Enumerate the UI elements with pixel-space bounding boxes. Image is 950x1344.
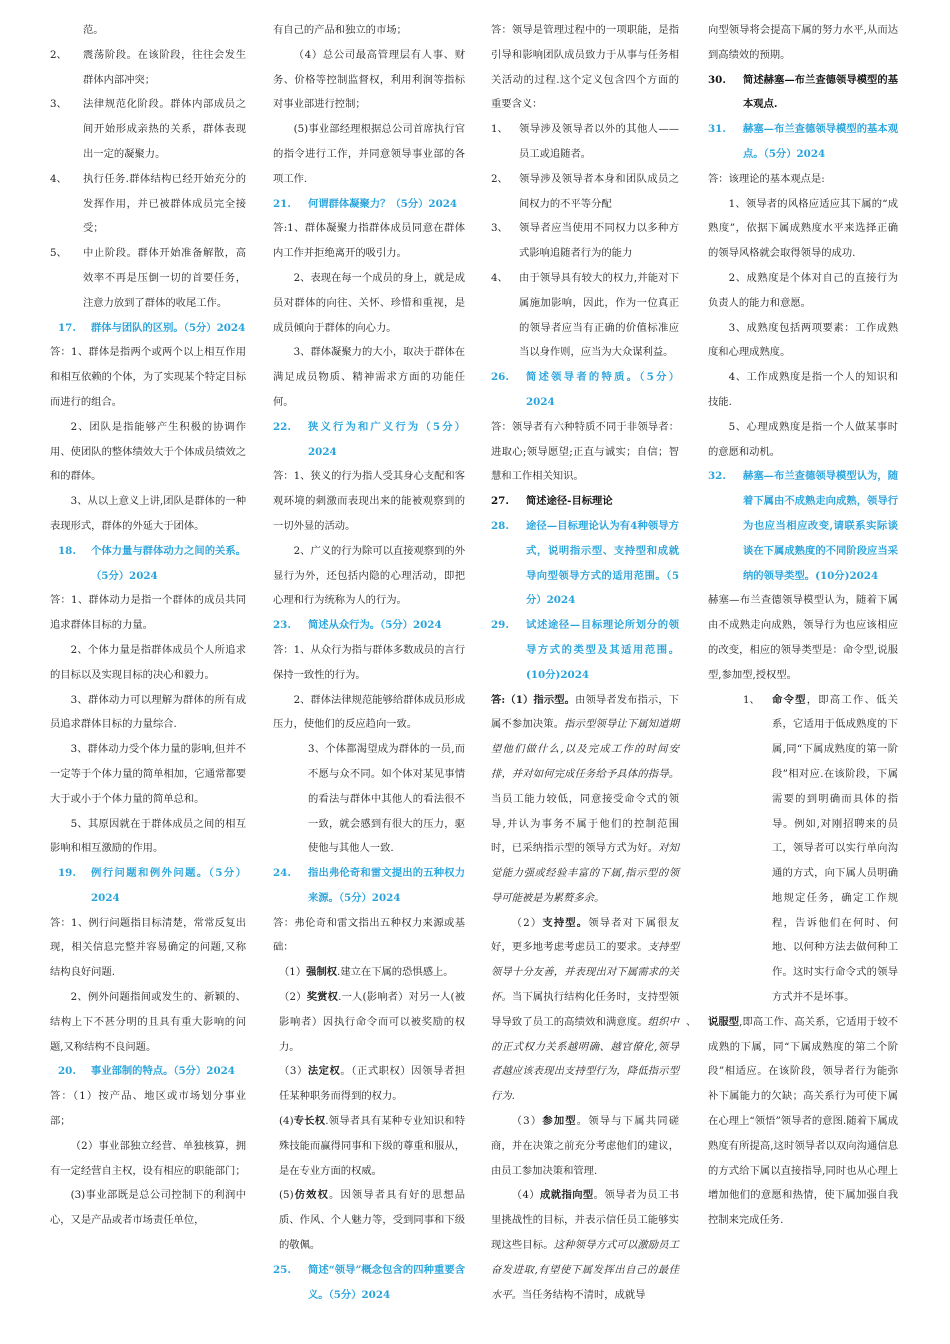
list-item: [686, 1010, 898, 1233]
answer-paragraph: 答：1、群体是指两个或两个以上相互作用和相互依赖的个体，为了实现某个特定目标而进行的组合。: [50, 346, 246, 408]
item-text: 。领导者为员工书里挑战性的目标，并表示信任员工能够实现这些目标。: [491, 1189, 680, 1252]
question-number: 26.: [491, 371, 509, 384]
question-text: 赫塞—布兰查德领导模型认为，随着下属由不成熟走向成熟，领导行为也应当相应改变,请联系实际谈谈在下属成熟度的不同阶段应当采纳的领导类型。(10分)2024: [743, 470, 898, 582]
answer-paragraph: (5)事业部经理根据总公司首席执行官的指令进行工作，并同意领导事业部的各项工作.: [273, 123, 465, 185]
question-heading: [708, 464, 898, 588]
item-marker: （3）: [511, 1115, 543, 1128]
question-text: 狭义行为和广义行为（5分）2024: [308, 420, 465, 458]
question-heading: [491, 613, 679, 687]
item-text: 领导者对下属很友好，更多地考虑考虑员工的要求。: [491, 916, 680, 954]
answer-paragraph: 答：1、从众行为指与群体多数成员的言行保持一致性的行为。: [273, 643, 465, 681]
item-marker: （2）: [511, 916, 543, 929]
item-marker: (5): [279, 1189, 294, 1202]
question-text: 指出弗伦奇和雷文提出的五种权力来源。（5分）2024: [308, 867, 465, 904]
list-text: [772, 688, 898, 1010]
item-text: 当员工能力较低，同意接受命令式的领导,并认为事务不属于他们的控制范围时，已采纳指示型的领导方式为好。: [491, 792, 679, 855]
column-2: [273, 18, 465, 1307]
question-text: 事业部制的特点。（5分）2024: [91, 1065, 235, 1078]
leadership-style-directive: [491, 688, 679, 911]
power-item-referent: [273, 1183, 465, 1257]
item-text: 。领导与下属共同磋商，并在决策之前充分考虑他们的建议，由员工参加决策和管理.: [491, 1115, 680, 1177]
question-text: 简述从众行为。（5分）2024: [308, 619, 442, 632]
question-heading: [273, 613, 465, 638]
answer-paragraph: 3、成熟度包括两项要素：工作成熟度和心理成熟度。: [708, 321, 898, 359]
answer-paragraph: 3、个体都渴望成为群体的一员,而不愿与众不同。如个体对某见事情的看法与群体中其他人的看法很不一致，就会感到有很大的压力，驱使他与其他人一致.: [308, 743, 465, 855]
item-term: 强制权: [306, 966, 338, 979]
question-number: 29.: [491, 619, 509, 632]
list-text: 由于领导具有较大的权力,并能对下属施加影响，因此，作为一位真正的领导者应当有正确的价值标准应当以身作则，应当为大众谋利益。: [519, 271, 679, 359]
answer-paragraph: 2、成熟度是个体对自己的直接行为负责人的能力和意愿。: [708, 271, 898, 309]
answer-paragraph: 4、工作成熟度是指一个人的知识和技能.: [708, 371, 898, 408]
list-item: [491, 167, 679, 217]
question-number: 27.: [491, 495, 509, 508]
list-number: 1、: [491, 123, 508, 136]
item-italic-text: 支持型领导十分友善，并表现出对下属需求的关怀。: [491, 941, 679, 1004]
question-text: 何谓群体凝聚力？（5分）2024: [308, 197, 458, 210]
list-number: 5、: [50, 247, 67, 260]
question-text: 个体力量与群体动力之间的关系。（5分）2024: [91, 544, 246, 582]
list-text: 震荡阶段。在该阶段，往往会发生群体内部冲突；: [83, 48, 246, 86]
answer-paragraph: 2、广义的行为除可以直接观察到的外显行为外，还包括内隐的心理活动，即把心理和行为统称为人的行为。: [273, 544, 465, 607]
text-line: 有自己的产品和独立的市场；: [273, 24, 407, 36]
item-term: 成就指向型: [540, 1189, 594, 1202]
answer-paragraph: 2、团队是指能够产生积极的协调作用、使团队的整体绩效大于个体成员绩效之和的群体。: [50, 420, 246, 483]
list-number: 4、: [50, 172, 67, 185]
item-text: ，即高工作、低关系，它适用于低成熟度的下属,同“下属成熟度的第一阶段”相对应.在该阶段，下属需要的到明确而具体的指导。例如,对刚招聘来的员工，领导者可以实行单向沟通的方式，向下属人员明确地规定任务，确定工作规程，告诉他们在何时、何地、以何种方法去做何种工作。这时实行命令式的领导方式并不是坏事。: [772, 693, 899, 1004]
list-number: 、: [686, 1015, 697, 1028]
column-1: [50, 18, 246, 1233]
answer-paragraph: 3、群体凝聚力的大小，取决于群体在满足成员物质、精神需求方面的功能任何。: [273, 346, 465, 408]
question-number: 21.: [273, 197, 291, 210]
question-heading: [491, 365, 679, 415]
list-text: [708, 1010, 898, 1233]
question-text: 简述“领导”概念包含的四种重要含义。（5分）2024: [308, 1263, 465, 1301]
question-number: 24.: [273, 867, 291, 880]
item-term: 说服型: [708, 1015, 740, 1028]
question-number: 31.: [708, 123, 726, 136]
answer-paragraph: 3、从以上意义上讲,团队是群体的一种表现形式，群体的外延大于团体。: [50, 495, 246, 532]
item-text: 。（正式职权）因领导者担任某种职务而得到的权力。: [279, 1065, 465, 1103]
question-heading: [50, 539, 246, 589]
answer-paragraph: 2、例外问题指间或发生的、新颖的、结构上下不甚分明的且具有重大影响的问题,又称结构不良问题。: [50, 991, 246, 1053]
item-text: .一人(影响者）对另一人(被影响者）因执行命令而可以被奖励的权力。: [279, 991, 466, 1053]
answer-paragraph: 3、群体动力可以理解为群体的所有成员追求群体目标的力量综合.: [50, 693, 246, 731]
question-number: 20.: [58, 1065, 76, 1078]
question-heading: [273, 861, 465, 911]
item-term: 参加型: [542, 1115, 577, 1128]
answer-paragraph: 答：1、狭义的行为指人受其身心支配和客观环境的刺激而表现出来的能被观察到的一切外显的活动。: [273, 470, 465, 532]
question-heading: [50, 1059, 246, 1084]
question-text: 例行问题和例外问题。（5分）2024: [91, 867, 246, 904]
item-term: 指示型。: [533, 693, 576, 706]
question-text: 简述途径-目标理论: [526, 495, 613, 508]
question-text: 试述途径—目标理论所划分的领导方式的类型及其适用范围。(10分)2024: [526, 619, 679, 681]
leadership-style-supportive: [491, 911, 679, 1109]
question-text: 群体与团队的区别。（5分）2024: [91, 321, 246, 334]
question-heading: [273, 192, 465, 217]
question-text: 途径—目标理论认为有4种领导方式，说明指示型、支持型和成就导向型领导方式的适用范围。（5分）2024: [526, 519, 679, 607]
list-number: 4、: [491, 271, 508, 284]
answer-paragraph: 2、表现在每一个成员的身上，就是成员对群体的向往、关怀、珍惜和重视，是成员倾向于群体的向心力。: [273, 271, 465, 334]
item-marker: （1）: [279, 966, 307, 979]
question-number: 32.: [708, 470, 726, 483]
item-italic-text: 指示型领导让下属知道期望他们做什么,以及完成工作的时间安排，并对如何完成任务给予具体的指导。: [491, 718, 679, 780]
answer-paragraph: 答：1、例行问题指目标清楚，常常反复出现，相关信息完整并容易确定的问题,又称结构良好问题.: [50, 916, 246, 979]
item-marker: (4): [279, 1115, 294, 1128]
item-marker: （4）: [511, 1189, 541, 1202]
item-term: 法定权: [307, 1065, 341, 1078]
question-number: 25.: [273, 1263, 291, 1276]
power-item-reward: [273, 985, 465, 1059]
power-item-legitimate: [273, 1059, 465, 1109]
answer-paragraph: 答：1、群体动力是指一个群体的成员共同追求群体目标的力量。: [50, 594, 246, 632]
item-italic-text: 对知觉能力强或经验丰富的下属,指示型的领导可能被是为累赘多余。: [491, 842, 679, 904]
list-item: [50, 167, 246, 241]
item-term: 命令型: [772, 693, 807, 706]
item-text: ,即高工作、高关系，它适用于较不成熟的下属，同“下属成熟度的第二个阶段”相适应。在该阶段，领导者行为能弥补下属能力的欠缺；高关系行为可使下属在心理上“领悟”领导者的意图.随着下属成熟度有所提高,这时领导者以双向沟通信息的方式给下属以直接指导,同时也从心理上增加他们的意愿和热情，使下属加强自我控制来完成任务.: [708, 1015, 898, 1227]
question-heading: [50, 316, 246, 341]
answer-paragraph: 2、群体法律规范能够给群体成员形成压力，使他们的反应趋向一致。: [273, 693, 465, 731]
answer-paragraph: 赫塞—布兰查德领导模型认为，随着下属由不成熟走向成熟，领导行为也应该相应的改变，相应的领导类型是：命令型,说服型,参加型,授权型。: [708, 594, 898, 681]
text-line: 范。: [83, 24, 104, 36]
answer-paragraph: 5、其原因就在于群体成员之间的相互影响和相互激励的作用。: [50, 817, 246, 855]
item-term: 专长权: [293, 1115, 326, 1128]
column-4: [686, 18, 899, 1233]
answer-paragraph: （4）总公司最高管理层有人事、财务、价格等控制监督权，利用利润等指标对事业部进行控制；: [273, 48, 465, 111]
list-text: 执行任务.群体结构已经开始充分的发挥作用，并已被群体成员完全接受；: [83, 172, 246, 235]
list-number: 2、: [491, 172, 508, 185]
question-number: 18.: [58, 544, 76, 557]
answer-paragraph: 答:1、群体凝聚力指群体成员同意在群体内工作并拒绝离开的吸引力。: [273, 222, 465, 260]
question-number: 22.: [273, 420, 291, 433]
leadership-style-achievement: [491, 1183, 679, 1307]
question-number: 28.: [491, 519, 509, 532]
question-number: 19.: [58, 867, 76, 880]
question-number: 23.: [273, 619, 291, 632]
list-text: 法律规范化阶段。群体内部成员之间开始形成亲热的关系，群体表现出一定的凝聚力。: [83, 98, 246, 160]
list-item: [708, 688, 898, 1010]
question-heading: [50, 861, 246, 911]
question-text: 赫塞—布兰查德领导模型的基本观点。（5分）2024: [743, 123, 898, 160]
question-text: 简述领导者的特质。（5分）2024: [526, 371, 679, 408]
question-heading: [708, 68, 898, 118]
item-text: 当任务结构不清时，成就导: [521, 1288, 646, 1301]
item-italic-text: 组织中的正式权力关系越明确、越官僚化,领导者越应该表现出支持型行为，降低指示型行为.: [491, 1015, 679, 1103]
text-line: 向型领导将会提高下属的努力水平,从而达到高绩效的预期。: [708, 24, 898, 61]
column-3: [491, 18, 679, 1307]
list-item: [491, 117, 679, 167]
answer-paragraph: 答：弗伦奇和雷文指出五种权力来源或基础：: [273, 916, 465, 954]
item-marker: （2）: [279, 991, 307, 1004]
answer-paragraph: 5、心理成熟度是指一个人做某事时的意愿和动机。: [708, 420, 898, 458]
answer-paragraph: 3、群体动力受个体力量的影响,但并不一定等于个体力量的简单相加，它通常都要大于或小于个体力量的简单总和。: [50, 743, 246, 805]
item-term: 仿效权: [293, 1189, 330, 1202]
question-number: 30.: [708, 73, 726, 86]
list-text: 领导者应当使用不同权力以多种方式影响追随者行为的能力: [519, 222, 679, 260]
question-heading: [273, 1258, 465, 1308]
item-text: 当下属执行结构化任务时，支持型领导导致了员工的高绩效和满意度。: [491, 991, 679, 1028]
list-number: 3、: [491, 222, 508, 235]
list-number: 1、: [743, 693, 760, 706]
power-item-expert: [273, 1109, 465, 1183]
item-italic-text: 这种领导方式可以激励员工奋发进取,有望使下属发挥出自己的最佳水平。: [491, 1239, 679, 1301]
answer-paragraph: （2）事业部独立经营、单独核算，拥有一定经营自主权，设有相应的职能部门；: [50, 1139, 246, 1177]
list-text: 中止阶段。群体开始准备解散，高效率不再是压倒一切的首要任务，注意力放到了群体的收尾工作。: [83, 247, 246, 309]
power-item-coercive: [273, 960, 465, 985]
answer-paragraph: 答：（1）按产品、地区或市场划分事业部；: [50, 1090, 246, 1128]
item-text: 。因领导者具有好的思想品质、作风、个人魅力等，受到同事和下级的敬佩。: [279, 1189, 466, 1252]
item-text: 由领导者发布指示，下属不参加决策。: [491, 693, 680, 731]
list-text: 领导涉及领导者以外的其他人——员工或追随者。: [519, 123, 679, 160]
list-item: [50, 43, 246, 93]
item-marker: 答:（1）: [491, 693, 534, 706]
question-heading: [491, 514, 679, 613]
list-item: [491, 216, 679, 266]
item-text: .建立在下属的恐惧感上。: [337, 966, 454, 979]
question-heading: [273, 415, 465, 465]
question-number: 17.: [58, 321, 76, 334]
list-item: [491, 266, 679, 365]
item-term: 支持型。: [542, 916, 589, 929]
list-item: [50, 241, 246, 315]
list-number: 3、: [50, 98, 67, 111]
answer-paragraph: 2、个体力量是指群体成员个人所追求的目标以及实现目标的决心和毅力。: [50, 643, 246, 681]
item-marker: （3）: [279, 1065, 308, 1078]
list-text: 领导涉及领导者本身和团队成员之间权力的不平等分配: [519, 172, 679, 210]
answer-paragraph: 答：领导是管理过程中的一项职能，是指引导和影响团队成员致力于从事与任务相关活动的过程.这个定义包含四个方面的重要含义：: [491, 24, 679, 111]
question-heading: [708, 117, 898, 167]
item-text: .领导者具有某种专业知识和特殊技能而赢得同事和下级的尊重和服从，是在专业方面的权威。: [279, 1115, 465, 1177]
item-term: 奖赏权: [306, 991, 339, 1004]
answer-paragraph: (3)事业部既是总公司控制下的利润中心，又是产品或者市场责任单位，: [50, 1189, 246, 1227]
question-heading: [491, 489, 679, 514]
answer-paragraph: 答：领导者有六种特质不同于非领导者：进取心;领导愿望;正直与诚实；自信；智慧和工作相关知识。: [491, 420, 679, 483]
question-text: 简述赫塞—布兰查德领导模型的基本观点.: [743, 73, 898, 111]
answer-paragraph: 1、领导者的风格应适应其下属的“成熟度”，依据下属成熟度水平来选择正确的领导风格就会取得领导的成功.: [708, 197, 898, 260]
answer-paragraph: 答：该理论的基本观点是:: [708, 172, 825, 185]
list-number: 2、: [50, 48, 67, 61]
leadership-style-participative: [491, 1109, 679, 1183]
list-item: [50, 92, 246, 166]
